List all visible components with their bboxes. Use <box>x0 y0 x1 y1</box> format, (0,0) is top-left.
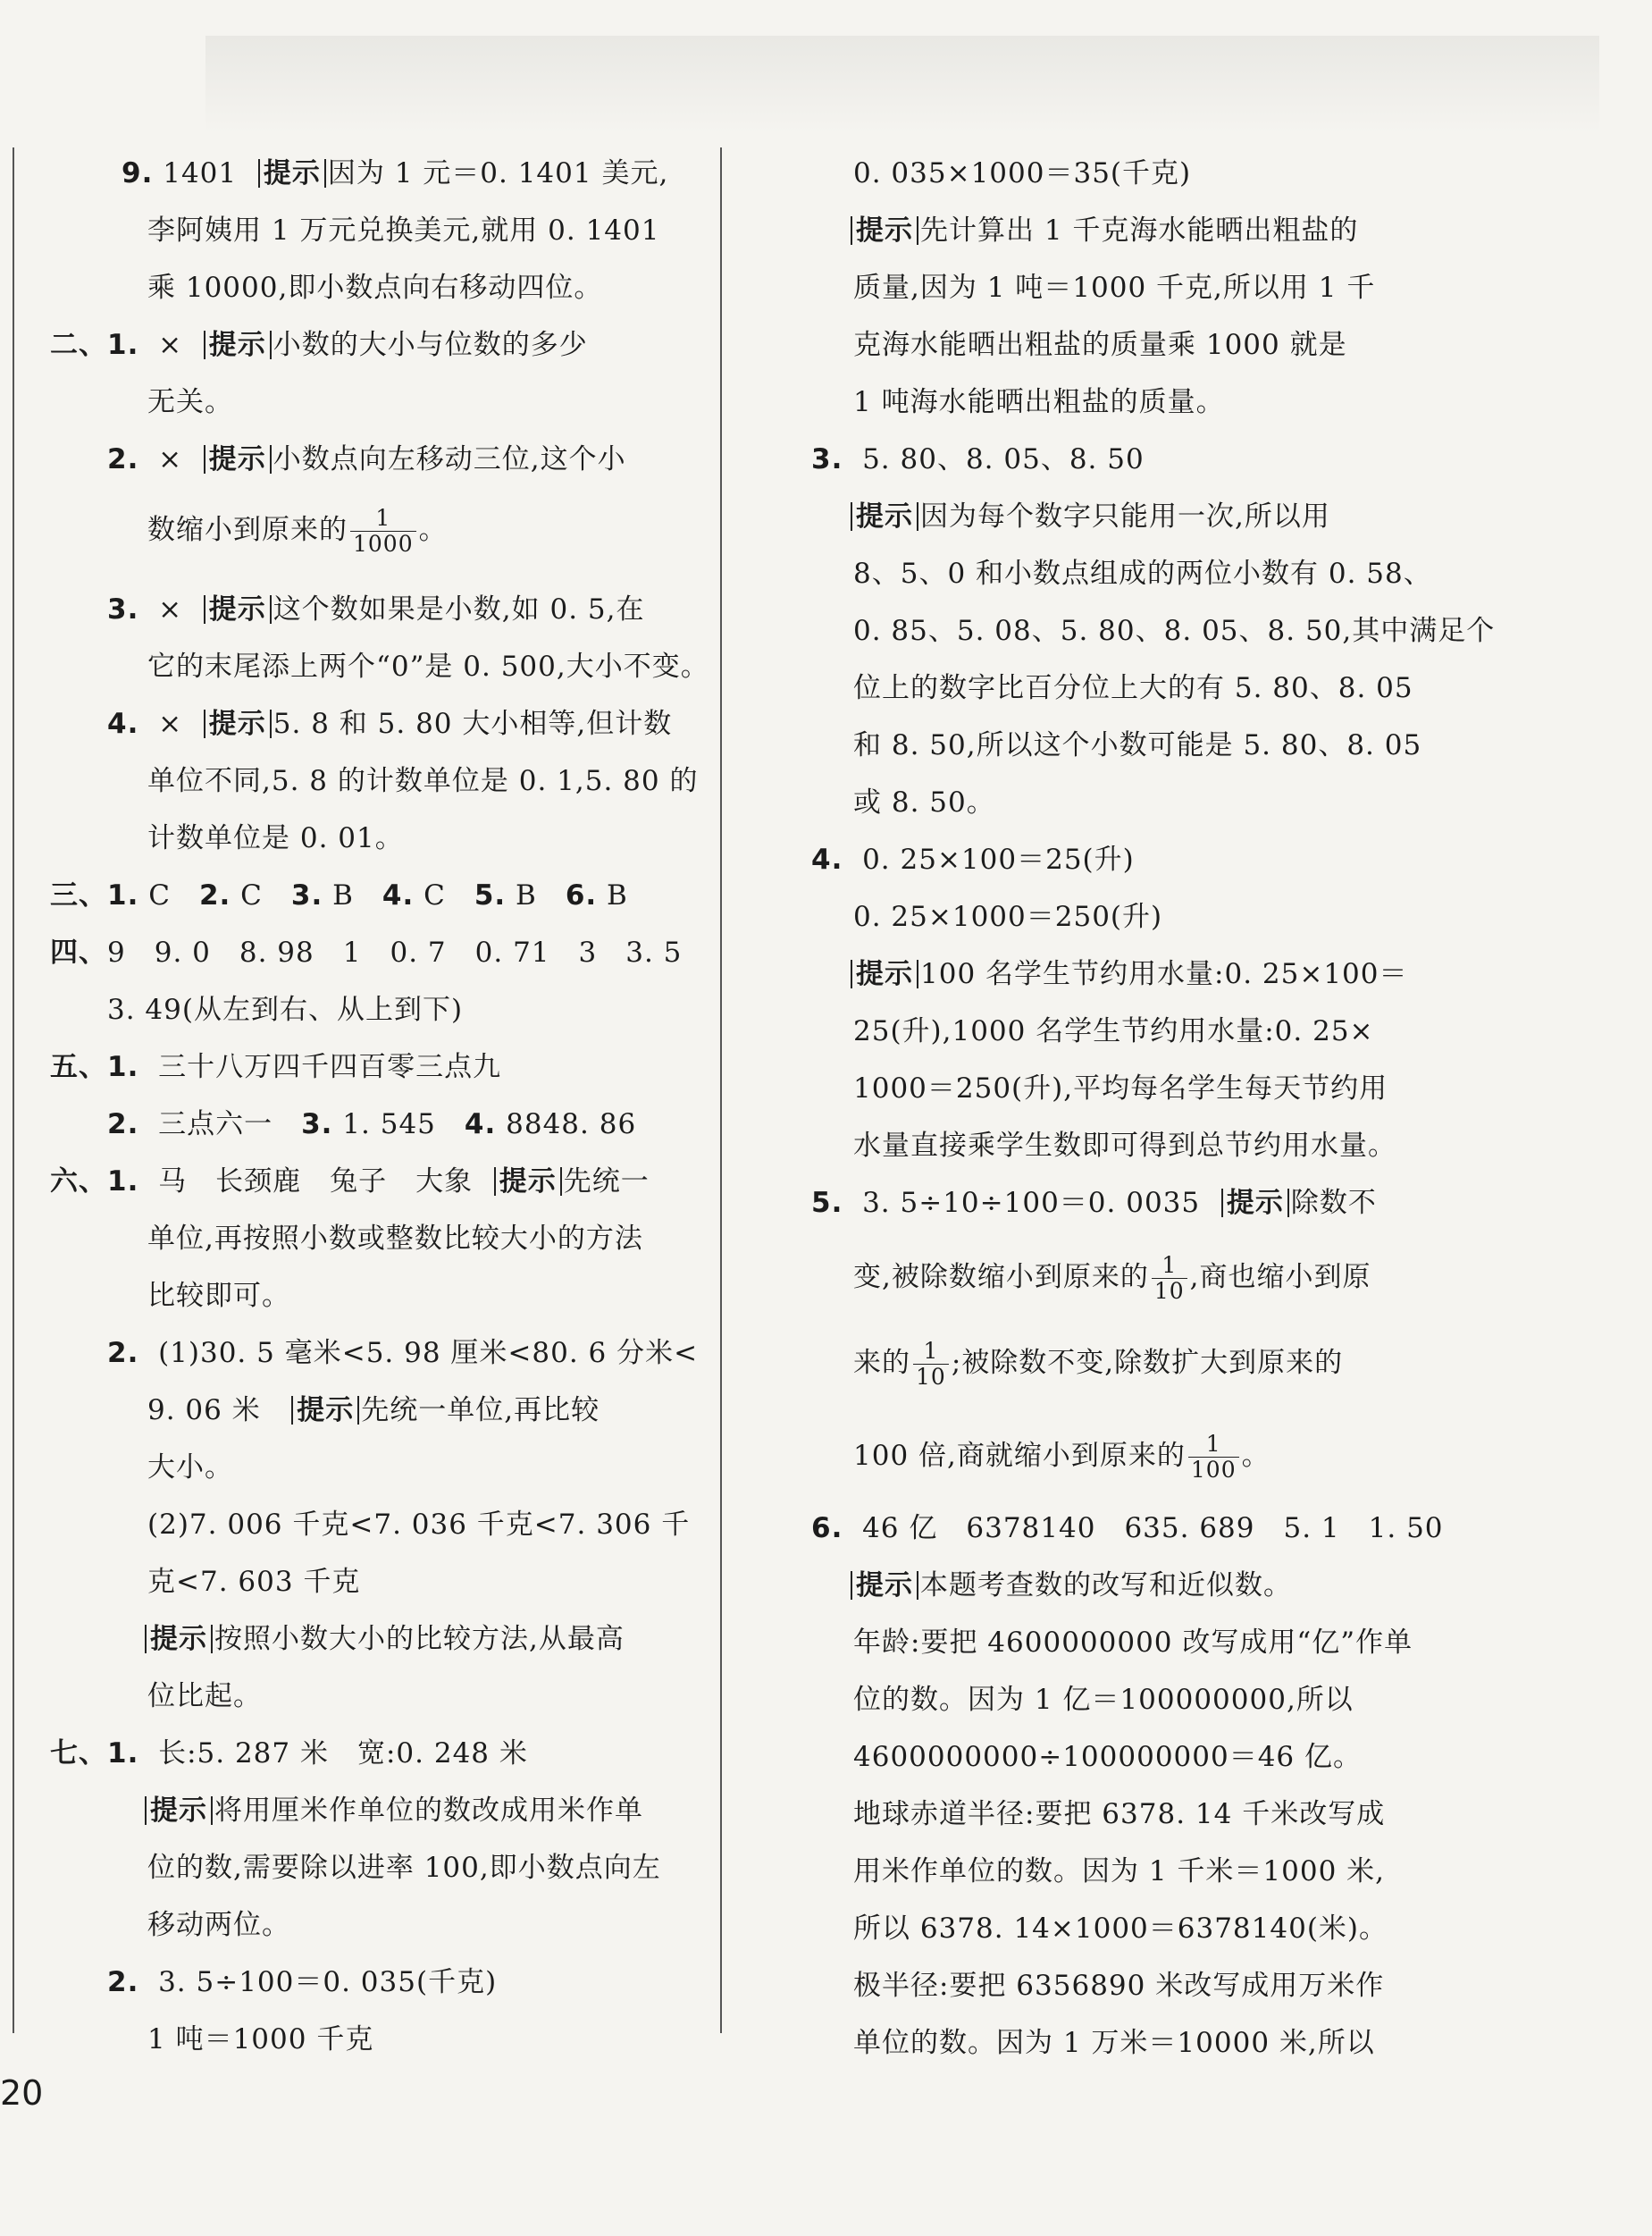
fraction-numerator: 1 <box>1152 1253 1187 1279</box>
text-line: 位的数,需要除以进率 100,即小数点向左 <box>147 1852 661 1884</box>
hint-text: 先计算出 1 千克海水能晒出粗盐的 <box>920 214 1359 247</box>
question-number: 5. <box>474 879 507 912</box>
fraction <box>913 1339 949 1390</box>
answer-2-4 <box>107 704 672 744</box>
text-segment: 。 <box>1241 1440 1270 1472</box>
text-line: 质量,因为 1 吨＝1000 千克,所以用 1 千 <box>853 272 1376 304</box>
answer-value: × <box>158 708 183 740</box>
hint-label: 提示 <box>204 595 272 624</box>
hint-label: 提示 <box>851 1571 918 1600</box>
answer-value: 长:5. 287 米 宽:0. 248 米 <box>158 1737 528 1769</box>
text-line: 克海水能晒出粗盐的质量乘 1000 就是 <box>853 329 1347 361</box>
question-number: 4. <box>107 708 139 740</box>
question-number: 6. <box>565 879 598 912</box>
answer-value: 9. 06 米 <box>147 1394 261 1426</box>
answer-value: 8848. 86 <box>496 1108 637 1140</box>
answer-9 <box>122 154 668 193</box>
text-segment: 100 倍,商就缩小到原来的 <box>853 1440 1186 1472</box>
text-line: 4600000000÷100000000＝46 亿。 <box>853 1741 1363 1773</box>
answer-value: (1)30. 5 毫米<5. 98 厘米<80. 6 分米< <box>158 1337 699 1369</box>
text-line: 用米作单位的数。因为 1 千米＝1000 米, <box>853 1855 1386 1887</box>
answer-2-1 <box>50 325 588 365</box>
text-line: 克<7. 603 千克 <box>147 1566 361 1598</box>
text-line: 所以 6378. 14×1000＝6378140(米)。 <box>853 1912 1388 1945</box>
hint-text: 除数不 <box>1290 1187 1377 1219</box>
text-line: 移动两位。 <box>147 1909 290 1941</box>
answer-value: 1401 <box>163 157 238 189</box>
hint-text: 先统一 <box>563 1165 650 1198</box>
fraction <box>1152 1253 1187 1304</box>
answer-value: 3. 5÷100＝0. 035(千克) <box>158 1966 498 1998</box>
text-line <box>147 506 448 557</box>
column-divider <box>720 147 722 2033</box>
text-line: (2)7. 006 千克<7. 036 千克<7. 306 千 <box>147 1509 691 1541</box>
answer-value: × <box>158 329 183 361</box>
hint-label: 提示 <box>204 331 272 359</box>
hint-text: 5. 8 和 5. 80 大小相等,但计数 <box>273 708 673 740</box>
question-number: 3. <box>290 879 323 912</box>
answer-value: × <box>158 593 183 626</box>
question-number: 3. <box>301 1108 333 1140</box>
hint-text: 因为 1 元＝0. 1401 美元, <box>327 157 669 189</box>
page-number: 20 <box>0 2073 44 2113</box>
text-line: 李阿姨用 1 万元兑换美元,就用 0. 1401 <box>147 214 660 247</box>
text-line <box>143 1791 643 1830</box>
hint-label: 提示 <box>291 1396 359 1425</box>
answer-value: × <box>158 443 183 475</box>
text-line: 1000＝250(升),平均每名学生每天节约用 <box>853 1072 1388 1105</box>
answer-4 <box>50 933 682 972</box>
question-number: 4. <box>464 1108 497 1140</box>
fraction-numerator: 1 <box>913 1339 949 1365</box>
left-margin-line <box>13 147 14 2033</box>
question-number: 七、1. <box>50 1737 139 1769</box>
hint-label: 提示 <box>145 1796 213 1825</box>
answer-7-1 <box>50 1734 528 1773</box>
text-line: 或 8. 50。 <box>853 786 995 819</box>
text-line: 单位不同,5. 8 的计数单位是 0. 1,5. 80 的 <box>147 765 699 797</box>
text-line: 0. 85、5. 08、5. 80、8. 05、8. 50,其中满足个 <box>853 615 1496 647</box>
text-line <box>849 1566 1292 1605</box>
answer-7-2 <box>107 1963 497 2002</box>
text-line: 年龄:要把 4600000000 改写成用“亿”作单 <box>853 1627 1413 1659</box>
text-segment: ;被除数不变,除数扩大到原来的 <box>951 1347 1344 1379</box>
answer-value: 三十八万四千四百零三点九 <box>158 1051 502 1083</box>
answer-value: C <box>414 879 474 912</box>
text-line: 极半径:要把 6356890 米改写成用万米作 <box>853 1970 1385 2002</box>
hint-text: 小数的大小与位数的多少 <box>273 329 588 361</box>
answer-value: B <box>597 879 628 912</box>
text-line: 大小。 <box>147 1451 233 1484</box>
hint-text: 这个数如果是小数,如 0. 5,在 <box>273 593 645 626</box>
fraction-denominator: 10 <box>1153 1278 1185 1304</box>
hint-label: 提示 <box>851 216 918 245</box>
text-line: 8、5、0 和小数点组成的两位小数有 0. 58、 <box>853 558 1432 590</box>
answer-value: B <box>323 879 382 912</box>
text-line <box>853 1253 1371 1304</box>
hint-text: 本题考查数的改写和近似数。 <box>920 1569 1292 1601</box>
text-line: 位上的数字比百分位上大的有 5. 80、8. 05 <box>853 672 1413 704</box>
answer-6-1 <box>50 1162 650 1201</box>
hint-label: 提示 <box>494 1167 562 1196</box>
fraction <box>350 506 416 557</box>
answer-value: 9 9. 0 8. 98 1 0. 7 0. 71 3 3. 5 <box>107 937 683 969</box>
text-line <box>849 954 1408 994</box>
answer-value: 三点六一 <box>158 1108 302 1140</box>
hint-text: 先统一单位,再比较 <box>361 1394 600 1426</box>
hint-label: 提示 <box>1221 1189 1289 1217</box>
question-number: 5. <box>811 1187 843 1219</box>
text-line <box>147 1391 600 1430</box>
question-number: 6. <box>811 1512 843 1544</box>
answer-value: B <box>506 879 566 912</box>
question-number: 3. <box>811 443 843 475</box>
fraction-denominator: 10 <box>916 1364 946 1390</box>
text-line: 比较即可。 <box>147 1280 290 1312</box>
text-segment: ,商也缩小到原 <box>1189 1261 1371 1293</box>
hint-label: 提示 <box>258 159 326 188</box>
text-line: 1 吨＝1000 千克 <box>147 2023 374 2055</box>
question-number: 2. <box>107 1337 139 1369</box>
answer-value: 3. 5÷10÷100＝0. 0035 <box>862 1187 1201 1219</box>
question-number: 2. <box>107 443 139 475</box>
hint-label: 提示 <box>851 502 918 531</box>
text-line: 单位的数。因为 1 万米＝10000 米,所以 <box>853 2027 1375 2059</box>
fraction-denominator: 1000 <box>353 531 414 557</box>
hint-text: 将用厘米作单位的数改成用米作单 <box>214 1795 643 1827</box>
question-number: 4. <box>382 879 415 912</box>
text-line: 0. 25×1000＝250(升) <box>853 901 1163 933</box>
answer-5-2 <box>107 1105 636 1144</box>
text-line: 单位,再按照小数或整数比较大小的方法 <box>147 1223 643 1255</box>
answer-value: 0. 25×100＝25(升) <box>862 844 1135 876</box>
hint-label: 提示 <box>204 445 272 474</box>
fraction-denominator: 100 <box>1190 1457 1237 1483</box>
answer-value: C <box>231 879 291 912</box>
text-segment: 变,被除数缩小到原来的 <box>853 1261 1149 1293</box>
text-segment: 。 <box>418 514 448 546</box>
hint-text: 按照小数大小的比较方法,从最高 <box>214 1623 625 1655</box>
text-line: 和 8. 50,所以这个小数可能是 5. 80、8. 05 <box>853 729 1422 761</box>
answer-value: 1. 545 <box>332 1108 465 1140</box>
question-number: 四、 <box>50 937 107 969</box>
text-line: 1 吨海水能晒出粗盐的质量。 <box>853 386 1225 418</box>
answer-value: 46 亿 6378140 635. 689 5. 1 1. 50 <box>862 1512 1444 1544</box>
text-line: 地球赤道半径:要把 6378. 14 千米改写成 <box>853 1798 1386 1830</box>
answer-r3 <box>811 440 1145 479</box>
hint-text: 小数点向左移动三位,这个小 <box>273 443 626 475</box>
answer-6-2 <box>107 1333 698 1373</box>
question-number: 二、1. <box>50 329 139 361</box>
answer-2-3 <box>107 590 645 629</box>
answer-r5 <box>811 1183 1377 1223</box>
text-line: 25(升),1000 名学生节约用水量:0. 25× <box>853 1015 1374 1047</box>
text-line <box>849 211 1358 250</box>
question-number: 4. <box>811 844 843 876</box>
question-number: 三、1. <box>50 879 139 912</box>
text-segment: 来的 <box>853 1347 910 1379</box>
text-line: 它的末尾添上两个“0”是 0. 500,大小不变。 <box>147 651 709 683</box>
hint-label: 提示 <box>851 960 918 988</box>
fraction <box>1188 1432 1239 1483</box>
answer-5-1 <box>50 1047 501 1087</box>
hint-label: 提示 <box>204 710 272 738</box>
hint-text: 100 名学生节约用水量:0. 25×100＝ <box>920 958 1408 990</box>
hint-text: 因为每个数字只能用一次,所以用 <box>920 500 1330 533</box>
text-line: 位的数。因为 1 亿＝100000000,所以 <box>853 1684 1354 1716</box>
text-segment: 数缩小到原来的 <box>147 514 348 546</box>
text-line <box>849 497 1330 536</box>
text-line: 计数单位是 0. 01。 <box>147 822 404 854</box>
question-number: 五、1. <box>50 1051 139 1083</box>
text-line: 乘 10000,即小数点向右移动四位。 <box>147 272 603 304</box>
scan-shadow <box>205 36 1599 134</box>
text-line: 无关。 <box>147 386 233 418</box>
text-line: 3. 49(从左到右、从上到下) <box>107 994 464 1026</box>
text-line: 位比起。 <box>147 1680 262 1712</box>
question-number: 六、1. <box>50 1165 139 1198</box>
question-number: 3. <box>107 593 139 626</box>
text-line: 0. 035×1000＝35(千克) <box>853 157 1192 189</box>
answer-r6 <box>811 1509 1444 1548</box>
answer-3 <box>50 876 628 915</box>
answer-2-2 <box>107 440 626 479</box>
question-number: 9. <box>122 157 154 189</box>
answer-value: C <box>148 879 199 912</box>
text-line <box>853 1432 1270 1483</box>
question-number: 2. <box>107 1966 139 1998</box>
fraction-numerator: 1 <box>1188 1432 1239 1458</box>
hint-label: 提示 <box>145 1625 213 1653</box>
fraction-numerator: 1 <box>350 506 416 532</box>
question-number: 2. <box>107 1108 139 1140</box>
text-line <box>853 1339 1343 1390</box>
answer-value: 5. 80、8. 05、8. 50 <box>862 443 1145 475</box>
answer-value: 马 长颈鹿 兔子 大象 <box>158 1165 474 1198</box>
answer-r4 <box>811 840 1135 879</box>
text-line: 水量直接乘学生数即可得到总节约用水量。 <box>853 1130 1396 1162</box>
text-line <box>143 1619 625 1659</box>
question-number: 2. <box>198 879 231 912</box>
